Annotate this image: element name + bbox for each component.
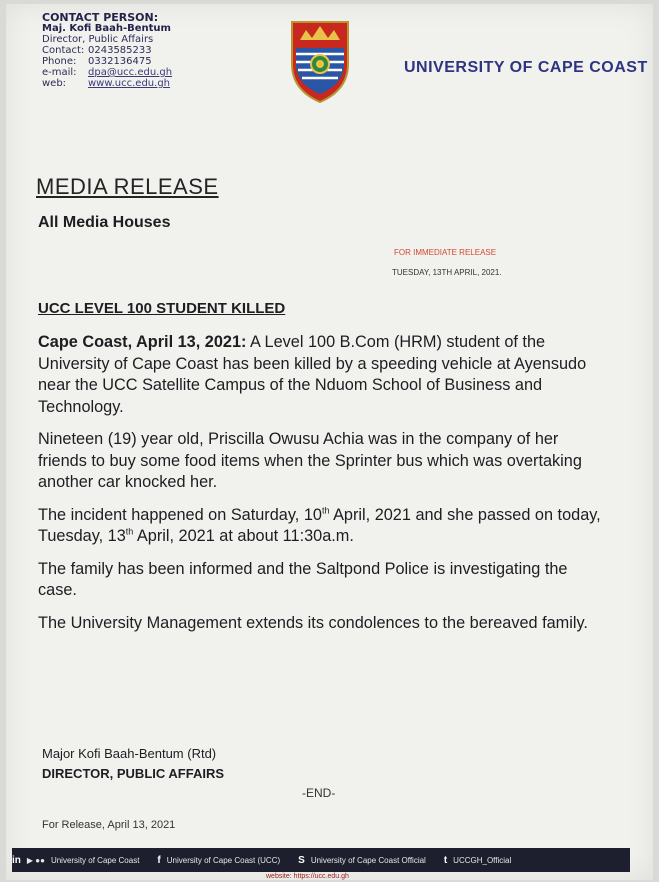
contact-heading: CONTACT PERSON:: [42, 11, 159, 24]
footer-website[interactable]: website: https://ucc.edu.gh: [266, 873, 349, 880]
footer-facebook[interactable]: f University of Cape Coast (UCC): [157, 854, 281, 866]
youtube-icon: ▶ ●●: [26, 855, 45, 865]
social-footer: [12, 848, 630, 872]
footer-snapchat[interactable]: S University of Cape Coast Official: [298, 854, 426, 866]
contact-row: web: www.ucc.edu.gh: [42, 78, 171, 89]
linkedin-icon: in: [12, 854, 21, 866]
paragraph: Cape Coast, April 13, 2021: A Level 100 B.Com (HRM) student of the University of Cape Coast has been killed by a speeding vehicle at Ayensudo near the UCC Satellite Campus of the Nduom School of Business and Technology.: [38, 333, 587, 416]
university-name: UNIVERSITY OF CAPE COAST: [404, 59, 648, 76]
paragraph: The incident happened on Saturday, 10th April, 2021 and she passed on today, Tuesday, 13th April, 2021 at about 11:30a.m.: [38, 505, 601, 545]
release-body: [38, 332, 604, 645]
footer-linkedin[interactable]: in ▶ ●● University of Cape Coast: [12, 854, 140, 866]
university-crest-icon: [286, 18, 354, 106]
signatory-name: Major Kofi Baah-Bentum (Rtd): [42, 746, 217, 761]
s-icon: S: [298, 854, 305, 866]
signatory-title: DIRECTOR, PUBLIC AFFAIRS: [42, 766, 225, 781]
headline: UCC LEVEL 100 STUDENT KILLED: [38, 300, 286, 317]
email-link[interactable]: dpa@ucc.edu.gh: [88, 67, 173, 78]
letter-page: [6, 4, 653, 880]
contact-row: Contact: 0243585233: [42, 45, 152, 56]
end-marker: -END-: [302, 786, 336, 800]
web-link[interactable]: www.ucc.edu.gh: [88, 78, 171, 89]
contact-block: [42, 12, 202, 89]
recipient: All Media Houses: [38, 214, 171, 231]
paragraph: Nineteen (19) year old, Priscilla Owusu Achia was in the company of her friends to buy some food items when the Sprinter bus which was overtaking another car knocked her.: [38, 430, 582, 491]
contact-row: e-mail: dpa@ucc.edu.gh: [42, 67, 173, 78]
paragraph: The family has been informed and the Saltpond Police is investigating the case.: [38, 559, 568, 599]
release-note: FOR IMMEDIATE RELEASE: [394, 248, 497, 257]
twitter-icon: t: [443, 854, 448, 866]
paragraph: The University Management extends its condolences to the bereaved family.: [38, 613, 588, 632]
footer-twitter[interactable]: t UCCGH_Official: [443, 854, 512, 866]
contact-row: Phone: 0332136475: [42, 56, 152, 67]
release-date: TUESDAY, 13TH APRIL, 2021.: [392, 268, 502, 277]
contact-role: Director, Public Affairs: [42, 34, 154, 45]
document-title: MEDIA RELEASE: [36, 174, 219, 199]
signature-block: [42, 744, 224, 784]
facebook-icon: f: [157, 854, 161, 866]
contact-name: Maj. Kofi Baah-Bentum: [42, 23, 171, 34]
for-release-line: For Release, April 13, 2021: [42, 819, 176, 831]
